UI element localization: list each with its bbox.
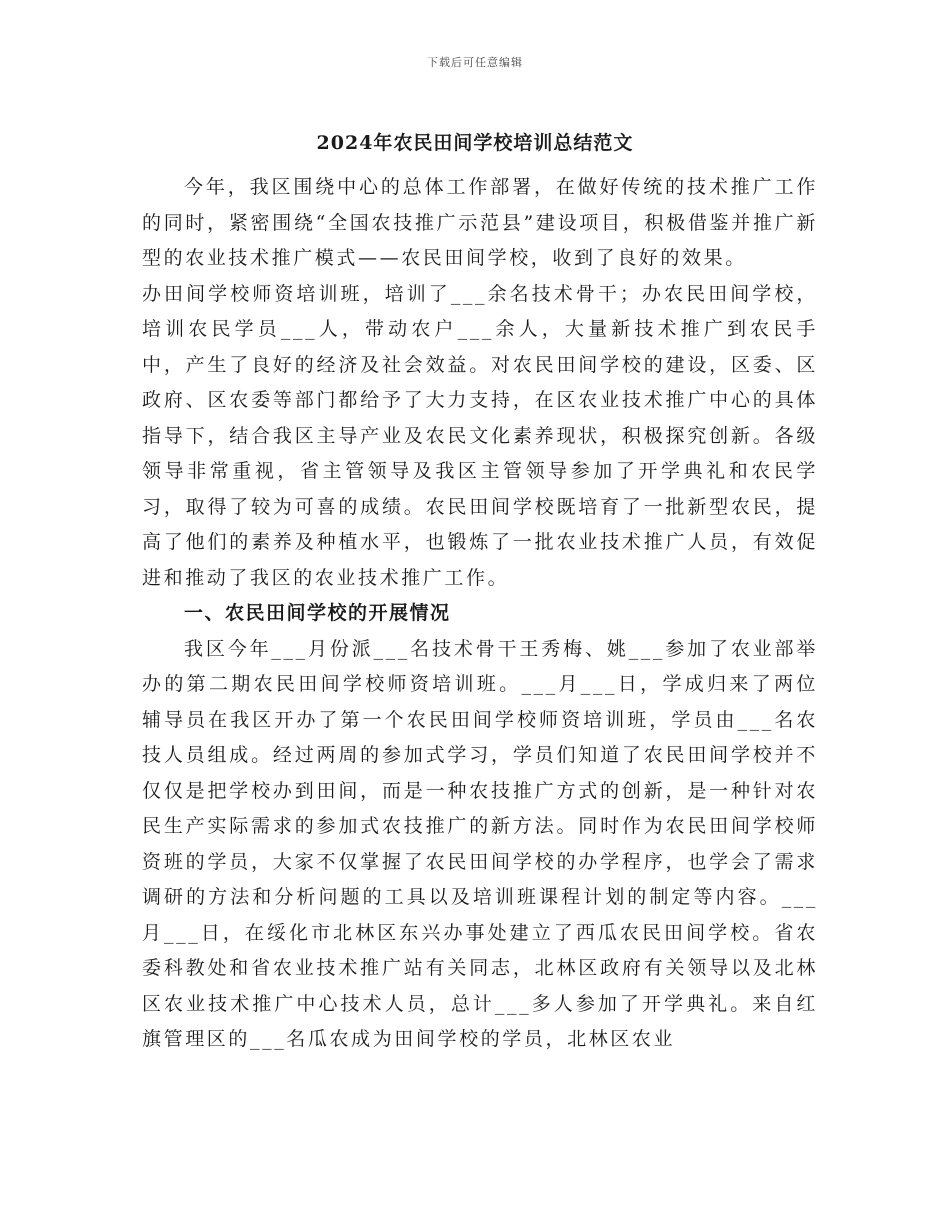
intro-paragraph-continued: 办田间学校师资培训班，培训了___余名技术骨干；办农民田间学校，培训农民学员___人，带动农户___余人，大量新技术推广到农民手中，产生了良好的经济及社会效益。对农民田间学校的建设，区委、区政府、区农委等部门都给予了大力支持，在区农业技术推广中心的具体指导下，结合我区主导产业及农民文化素养现状，积极探究创新。各级领导非常重视，省主管领导及我区主管领导参加了开学典礼和农民学习，取得了较为可喜的成绩。农民田间学校既培育了一批新型农民，提高了他们的素养及种植水平，也锻炼了一批农业技术推广人员，有效促进和推动了我区的农业技术推广工作。 [142, 282, 818, 589]
section-paragraph: 我区今年___月份派___名技术骨干王秀梅、姚___参加了农业部举办的第二期农民田间学校师资培训班。___月___日，学成归来了两位辅导员在我区开办了第一个农民田间学校师资培训班，学员由___名农技人员组成。经过两周的参加式学习，学员们知道了农民田间学校并不仅仅是把学校办到田间，而是一种农技推广方式的创新，是一种针对农民生产实际需求的参加式农技推广的新方法。同时作为农民田间学校师资班的学员，大家不仅掌握了农民田间学校的办学程序，也学会了需求调研的方法和分析问题的工具以及培训班课程计划的制定等内容。___月___日，在绥化市北林区东兴办事处建立了西瓜农民田间学校。省农委科教处和省农业技术推广站有关同志，北林区政府有关领导以及北林区农业技术推广中心技术人员，总计___多人参加了开学典礼。来自红旗管理区的___名瓜农成为田间学校的学员，北林区农业 [142, 637, 818, 1050]
document-title: 2024年农民田间学校培训总结范文 [316, 132, 634, 154]
page-header-note: 下载后可任意编辑 [427, 56, 523, 69]
intro-paragraph: 今年，我区围绕中心的总体工作部署，在做好传统的技术推广工作的同时，紧密围绕“全国农技推广示范县”建设项目，积极借鉴并推广新型的农业技术推广模式——农民田间学校，收到了良好的效果。 [142, 176, 818, 269]
document-body [142, 170, 818, 1058]
section-heading: 一、农民田间学校的开展情况 [184, 602, 451, 624]
